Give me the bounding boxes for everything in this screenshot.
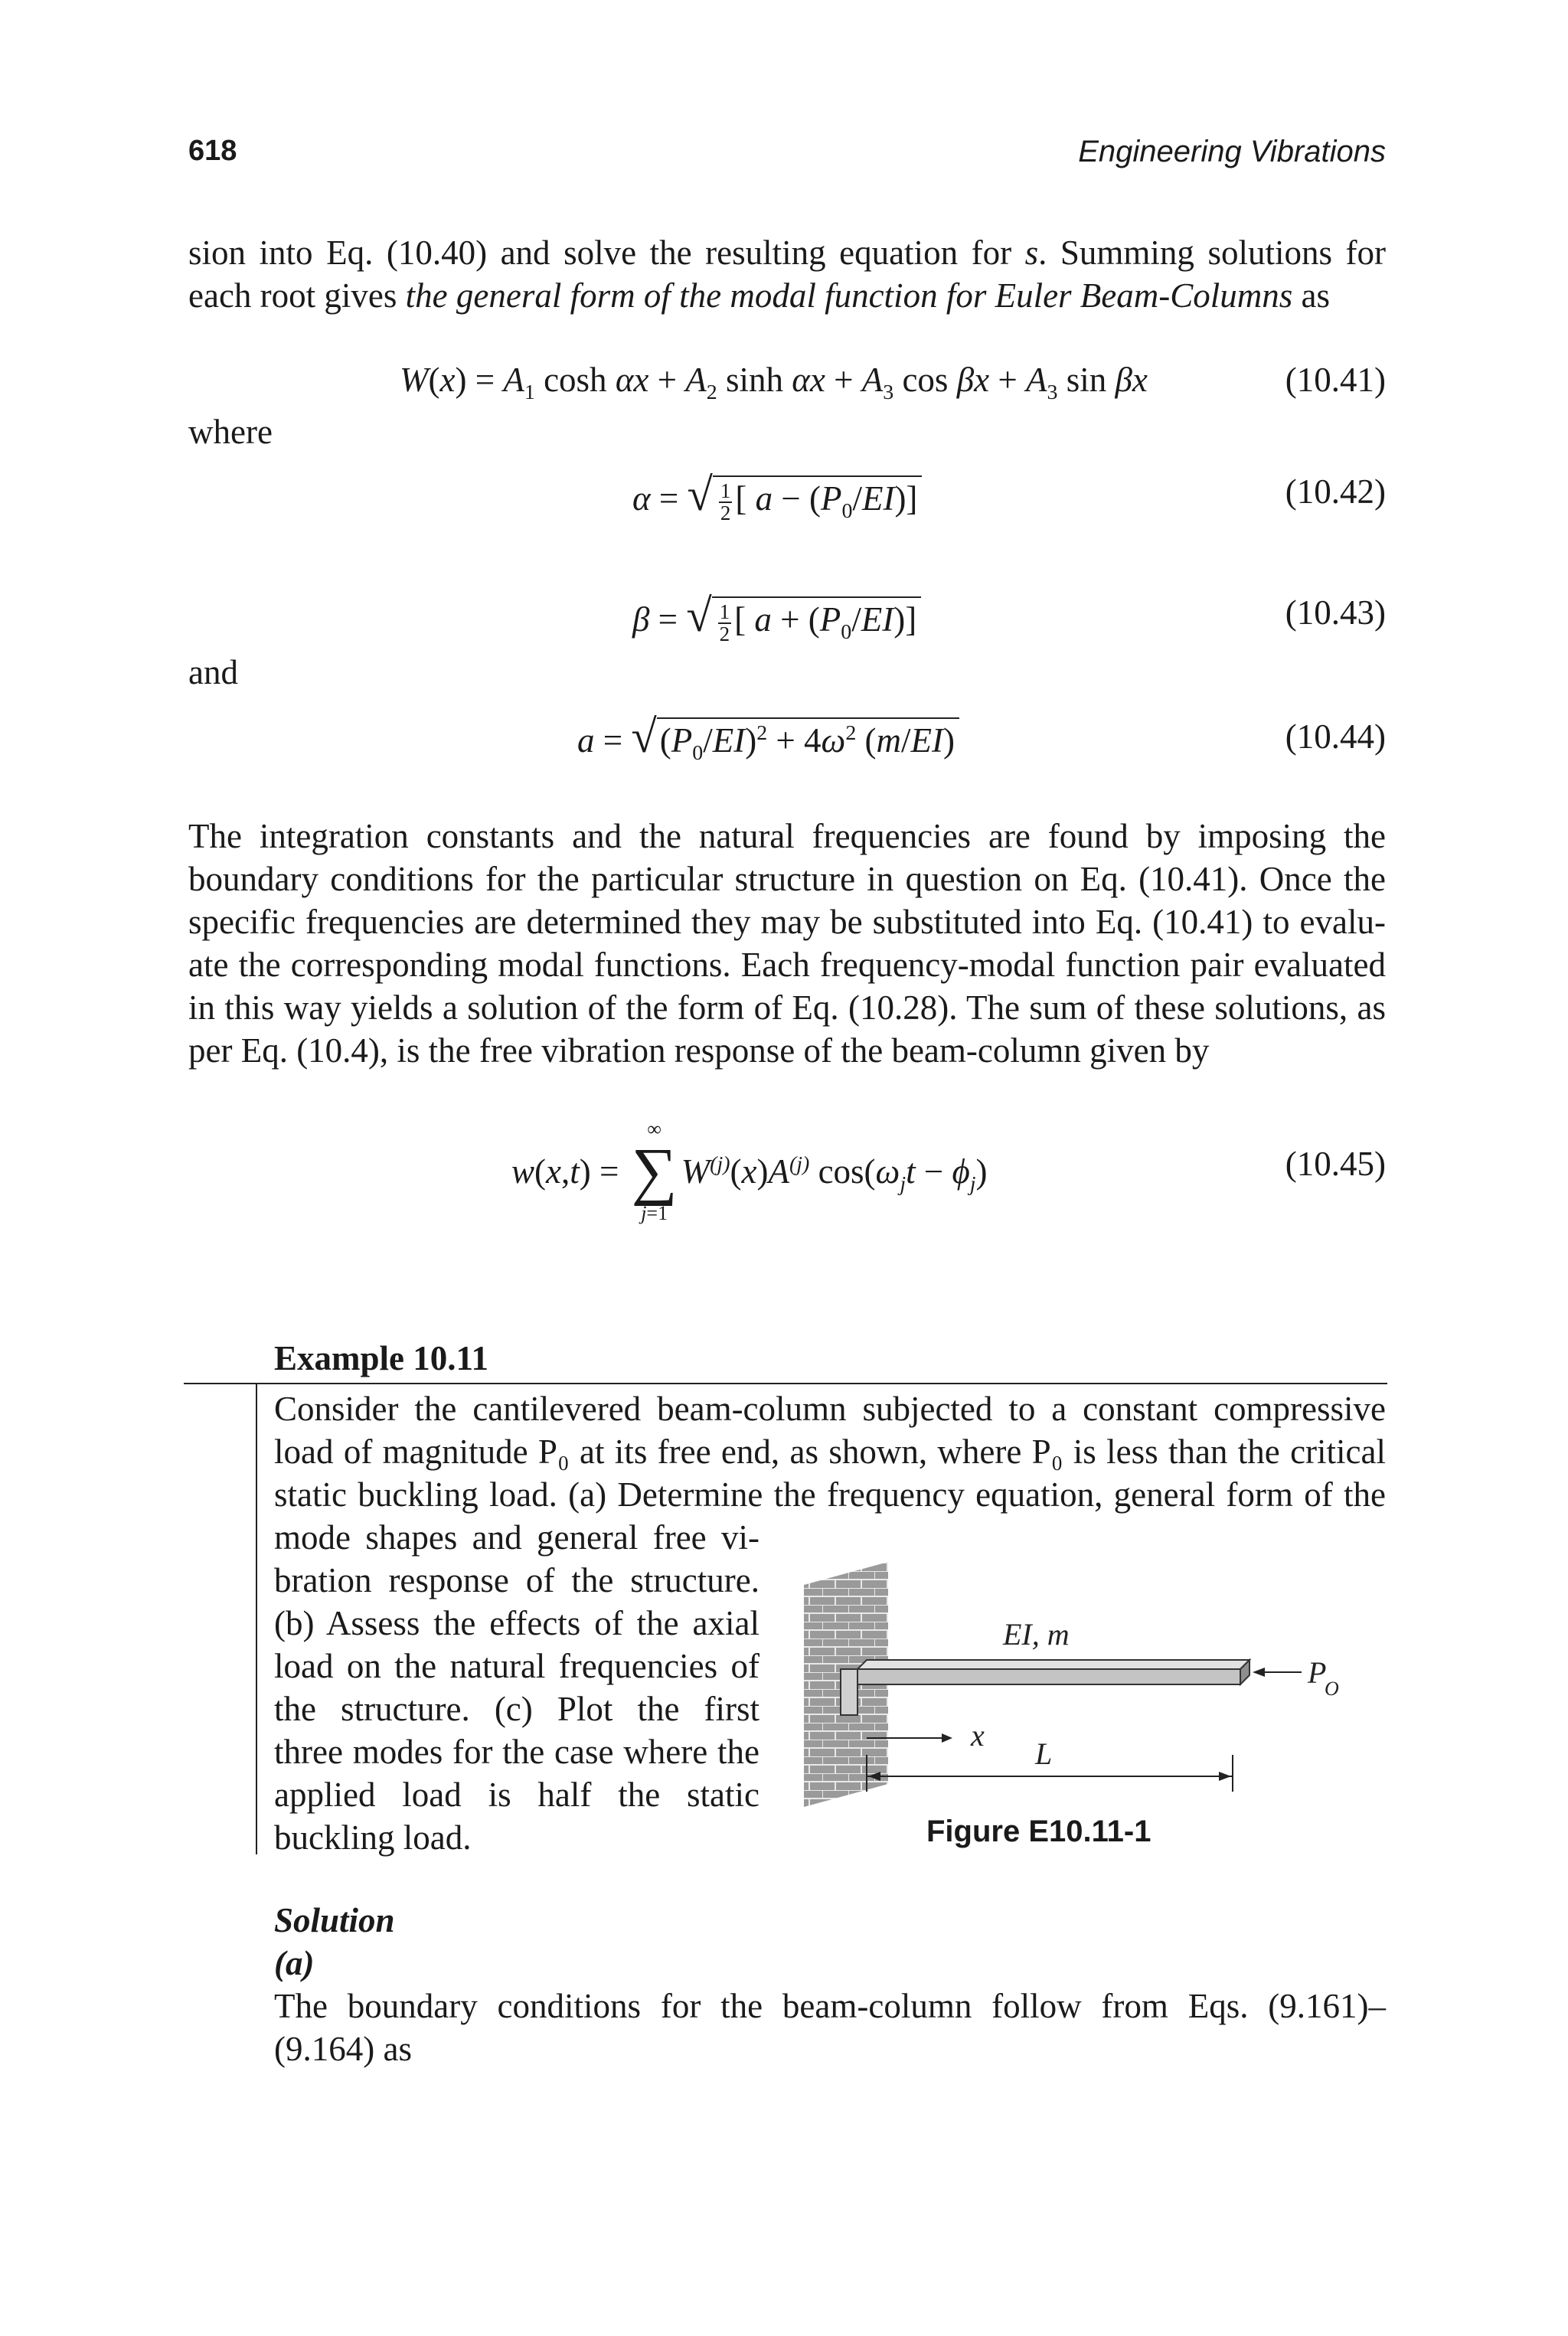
solution-part-a: (a) <box>274 1944 315 1982</box>
cantilever-figure <box>796 1554 1339 1799</box>
figure-caption: Figure E10.11-1 <box>926 1815 1152 1848</box>
label-P: P <box>1308 1655 1327 1690</box>
equation-10-43: β = √ $\frac{1}{2}$ [ $a + (P_0/EI)$] <box>632 590 921 645</box>
example-top-rule <box>184 1383 1387 1384</box>
equation-10-41: $W(x) = A_1$ $\cosh \alpha x + A_2$ $\sinh \alpha x + A_3$ $\cos \beta x + A_3$ sin βx <box>400 361 1148 404</box>
solution-line: (9.164) as <box>274 2030 412 2068</box>
paragraph-line: in this way yields a solution of the form of Eq. (10.28). The sum of these solutions, as <box>188 988 1386 1027</box>
example-text-narrow <box>274 1516 760 1859</box>
where-label: where <box>188 413 273 451</box>
label-P-sub: O <box>1325 1678 1339 1700</box>
example-line: load of magnitude P₀ at its free end, as shown, where P₀ is less than the critical <box>274 1433 1386 1471</box>
example-text-full <box>274 1387 1386 1516</box>
solution-line: The boundary conditions for the beam-column follow from Eqs. (9.161)– <box>274 1987 1386 2025</box>
equation-10-42: α = √ $\frac{1}{2}$ [ $a - (P_0/EI)$] <box>632 469 922 524</box>
example-title: Example 10.11 <box>274 1339 489 1377</box>
label-L: L <box>1035 1736 1053 1771</box>
equation-number-10-42: (10.42) <box>1285 472 1386 511</box>
paragraph-line: per Eq. (10.4), is the free vibration response of the beam-column given by <box>188 1031 1210 1070</box>
beam <box>858 1669 1240 1684</box>
page-number: 618 <box>188 135 237 167</box>
example-line: applied load is half the static <box>274 1776 760 1814</box>
example-line: Consider the cantilevered beam-column subjected to a constant compressive <box>274 1390 1386 1428</box>
and-label: and <box>188 653 238 691</box>
solution-heading: Solution <box>274 1901 395 1939</box>
paragraph-line: ate the corresponding modal functions. Each frequency-modal function pair evaluated <box>188 946 1386 984</box>
intro-paragraph <box>188 231 1386 317</box>
example-line: (b) Assess the effects of the axial <box>274 1604 760 1642</box>
intro-line-1: sion into Eq. (10.40) and solve the resulting equation for s. Summing solutions for <box>188 234 1386 272</box>
equation-10-44: $a = √(P_0/EI)^2 + 4\omega^2$ (m/EI) <box>577 711 959 766</box>
intro-line-2: each root gives the general form of the modal function for Euler Beam-Columns as <box>188 276 1331 315</box>
label-x: x <box>971 1718 985 1753</box>
example-line: load on the natural frequencies of <box>274 1647 760 1685</box>
example-line: the structure. (c) Plot the first <box>274 1690 760 1728</box>
equation-number-10-43: (10.43) <box>1285 593 1386 632</box>
label-EI-m: EI, m <box>1003 1617 1070 1652</box>
equation-number-10-45: (10.45) <box>1285 1145 1386 1183</box>
paragraph-line: The integration constants and the natural frequencies are found by imposing the <box>188 817 1386 855</box>
equation-number-10-41: (10.41) <box>1285 361 1386 399</box>
example-line: buckling load. <box>274 1818 472 1857</box>
example-line: static buckling load. (a) Determine the frequency equation, general form of the <box>274 1475 1386 1514</box>
running-title: Engineering Vibrations <box>1078 135 1386 168</box>
example-line: mode shapes and general free vi- <box>274 1518 760 1557</box>
paragraph-line: specific frequencies are determined they may be substituted into Eq. (10.41) to evalu- <box>188 903 1386 941</box>
equation-number-10-44: (10.44) <box>1285 717 1386 756</box>
wall-mount <box>841 1669 858 1715</box>
example-left-rule <box>256 1383 257 1854</box>
main-paragraph <box>188 815 1386 1072</box>
solution-text <box>274 1985 1386 2070</box>
example-line: three modes for the case where the <box>274 1733 760 1771</box>
paragraph-line: boundary conditions for the particular structure in question on Eq. (10.41). Once the <box>188 860 1386 898</box>
example-line: bration response of the structure. <box>274 1561 760 1599</box>
equation-10-45: w(x,t) = ∞ ∑ j=1 $W^{(j)}(x)A^{(j)}$ $\cos(\omega_jt - \phi_j)$ <box>511 1118 988 1224</box>
